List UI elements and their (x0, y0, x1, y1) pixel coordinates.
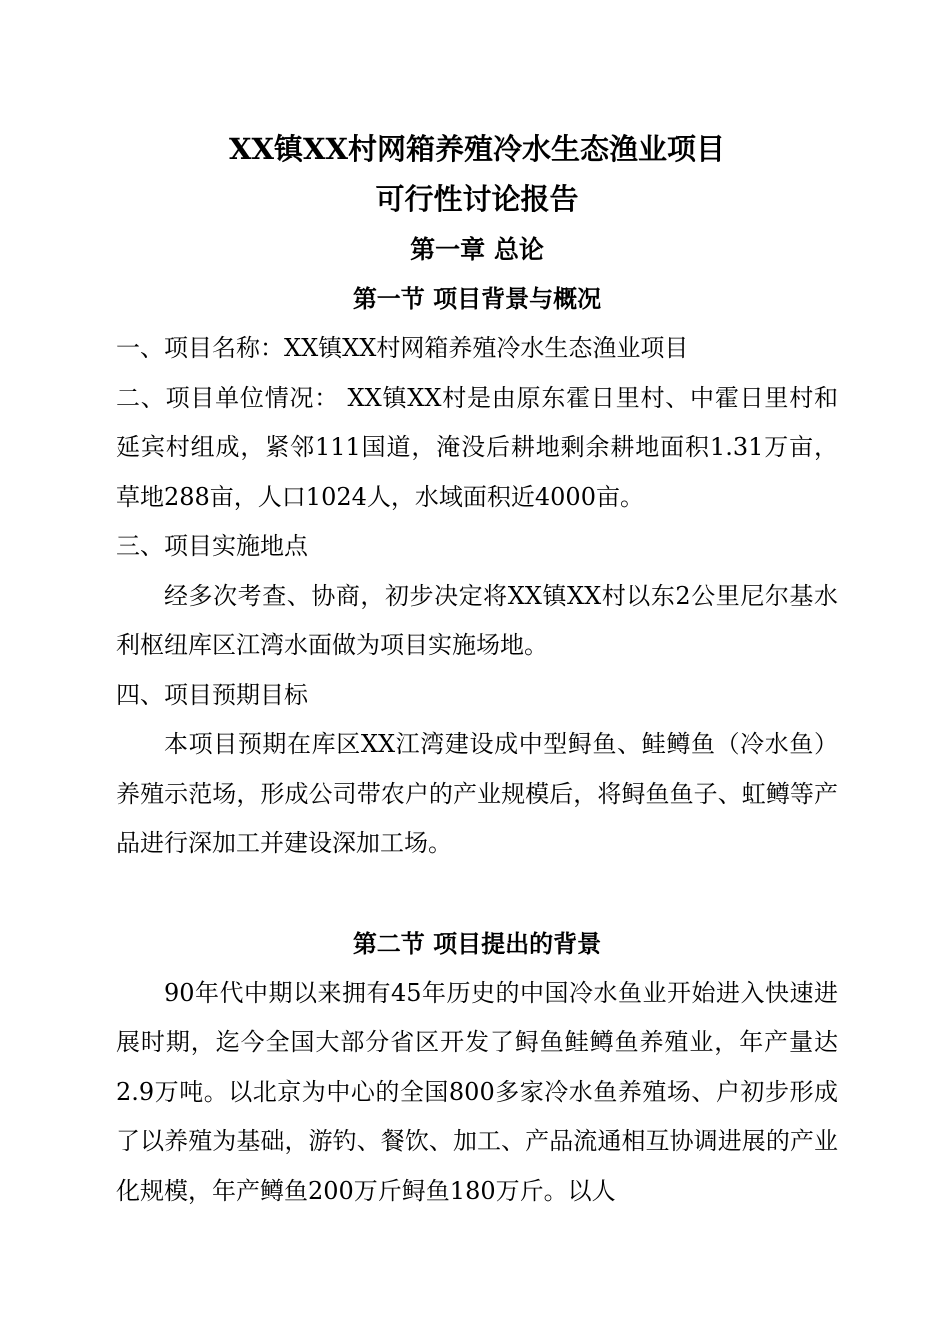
section1-heading: 第一节 项目背景与概况 (352, 284, 602, 313)
document-title-line1: XX镇XX村网箱养殖冷水生态渔业项目 (228, 132, 725, 166)
background-paragraph: 90年代中期以来拥有45年历史的中国冷水鱼业开始进入快速进展时期，迄今全国大部分省区开发了鲟鱼鲑鳟鱼养殖业，年产量达2.9万吨。以北京为中心的全国800多家冷水鱼养殖场、户初步形成了以养殖为基础，游钓、餐饮、加工、产品流通相互协调进展的产业化规模，年产鳟鱼200万斤鲟鱼180万斤。以人 (116, 978, 838, 1205)
goal-heading: 四、项目预期目标 (116, 680, 308, 709)
location-heading: 三、项目实施地点 (116, 532, 308, 560)
project-unit-paragraph: 二、项目单位情况： XX镇XX村是由原东霍日里村、中霍日里村和延宾村组成，紧邻111国道，淹没后耕地剩余耕地面积1.31万亩，草地288亩，人口1024人，水域面积近4000亩。 (116, 383, 838, 511)
blank-line (116, 869, 838, 919)
goal-paragraph: 本项目预期在库区XX江湾建设成中型鲟鱼、鲑鳟鱼（冷水鱼）养殖示范场，形成公司带农户的产业规模后，将鲟鱼鱼子、虹鳟等产品进行深加工并建设深加工场。 (116, 730, 838, 857)
location-paragraph: 经多次考查、协商，初步决定将XX镇XX村以东2公里尼尔基水利枢纽库区江湾水面做为项目实施场地。 (116, 581, 838, 659)
project-name-paragraph: 一、项目名称：XX镇XX村网箱养殖冷水生态渔业项目 (116, 334, 689, 362)
document-page (116, 124, 838, 1216)
chapter-heading: 第一章 总论 (410, 235, 544, 264)
section2-heading: 第二节 项目提出的背景 (352, 928, 602, 958)
document-title-line2: 可行性讨论报告 (375, 182, 579, 216)
